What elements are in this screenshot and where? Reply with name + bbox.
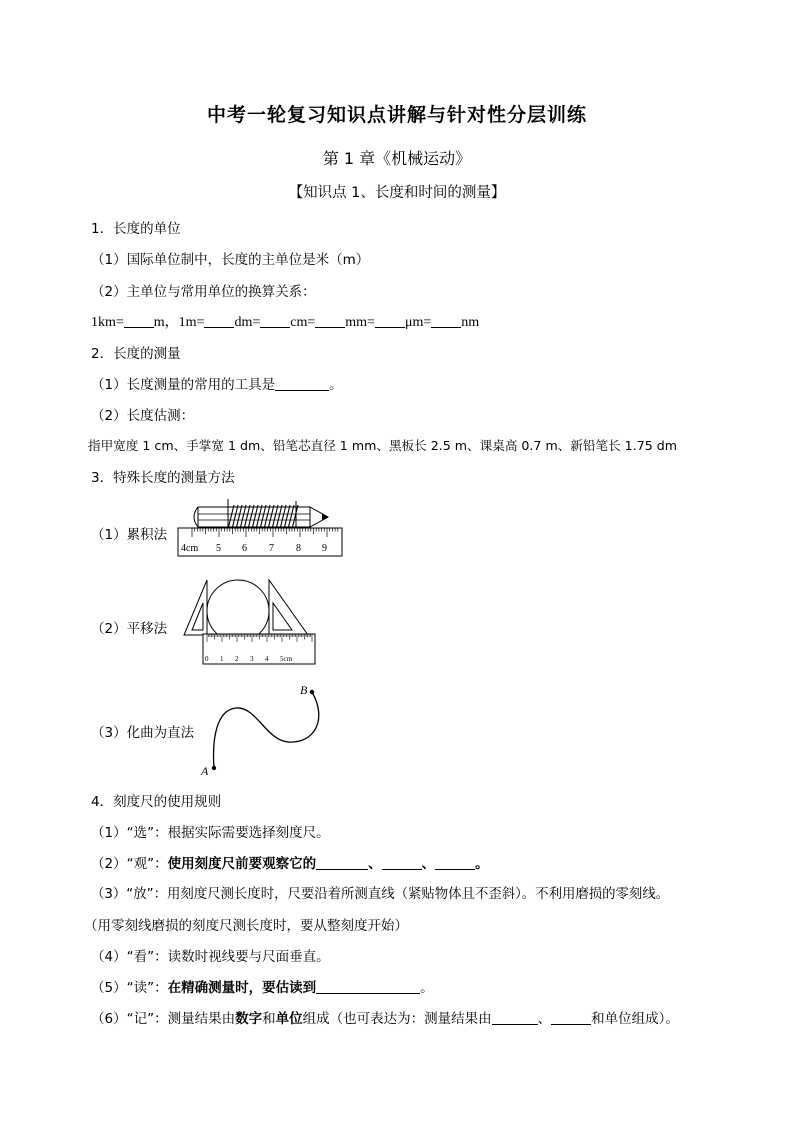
rule-look: （4）“看”：读数时视线要与尺面垂直。 [91, 949, 330, 965]
method-accumulation-label: （1）累积法 [91, 527, 168, 543]
point-a-label: A [201, 764, 209, 778]
section-1-line-2: （2）主单位与常用单位的换算关系： [91, 284, 316, 300]
ruler-1-tick-label: 7 [269, 543, 274, 554]
section-2-heading: 2．长度的测量 [91, 346, 181, 362]
ruler-1-tick-label: 9 [322, 543, 327, 554]
rule-place-note: （用零刻线磨损的刻度尺测长度时，要从整刻度开始） [84, 918, 408, 934]
fill-blank[interactable] [435, 855, 475, 870]
method-translation-label: （2）平移法 [91, 621, 168, 637]
translation-figure [178, 577, 318, 669]
fill-blank[interactable] [124, 313, 154, 328]
knowledge-point-heading: 【知识点 1、长度和时间的测量】 [288, 185, 506, 201]
curve-figure [196, 680, 336, 780]
section-2-line-1: （1）长度测量的常用的工具是 。 [91, 377, 343, 393]
fill-blank[interactable] [316, 855, 368, 870]
section-3-heading: 3．特殊长度的测量方法 [91, 470, 235, 486]
length-estimates: 指甲宽度 1 cm、手掌宽 1 dm、铅笔芯直径 1 mm、黑板长 2.5 m、课桌高 0.7 m、新铅笔长 1.75 dm [88, 438, 677, 453]
rule-select: （1）“选”：根据实际需要选择刻度尺。 [91, 825, 330, 841]
fill-blank[interactable] [316, 979, 420, 994]
rule-observe: （2）“观”：使用刻度尺前要观察它的 、 、 。 [91, 856, 489, 872]
ruler-2-tick-label: 5cm [280, 655, 293, 663]
fill-blank[interactable] [204, 313, 234, 328]
ruler-2-tick-label: 3 [250, 655, 254, 663]
fill-blank[interactable] [275, 376, 329, 391]
document-title: 中考一轮复习知识点讲解与针对性分层训练 [206, 104, 587, 126]
section-1-line-1: （1）国际单位制中，长度的主单位是米（m） [91, 252, 370, 268]
ruler-1-tick-label: 5 [216, 543, 221, 554]
section-1-heading: 1．长度的单位 [91, 221, 181, 237]
fill-blank[interactable] [382, 855, 422, 870]
section-2-line-2: （2）长度估测： [91, 408, 195, 424]
point-b-label: B [300, 683, 308, 697]
fill-blank[interactable] [551, 1010, 591, 1025]
chapter-heading: 第 1 章《机械运动》 [322, 149, 472, 168]
ruler-1-tick-label: 6 [242, 543, 247, 554]
rule-place: （3）“放”：用刻度尺测长度时，尺要沿着所测直线（紧贴物体且不歪斜）。不利用磨损的零刻线。 [91, 887, 670, 902]
ruler-1-tick-label: 8 [296, 543, 301, 554]
fill-blank[interactable] [492, 1010, 538, 1025]
unit-conversion-line: 1km= m，1m= dm= cm= mm= μm= nm [91, 315, 480, 330]
ruler-2-tick-label: 1 [220, 655, 224, 663]
ruler-2-tick-label: 4 [265, 655, 269, 663]
rule-read: （5）“读”：在精确测量时，要估读到 。 [91, 980, 434, 996]
ruler-2-tick-label: 0 [205, 655, 209, 663]
ruler-1-tick-label: 4cm [181, 543, 199, 554]
ruler-2-tick-label: 2 [235, 655, 239, 663]
section-4-heading: 4．刻度尺的使用规则 [91, 794, 222, 810]
rule-record: （6）“记”：测量结果由数字和单位组成（也可表达为：测量结果由 、 和单位组成）。 [91, 1011, 679, 1027]
fill-blank[interactable] [431, 313, 461, 328]
fill-blank[interactable] [375, 313, 405, 328]
accumulation-figure [176, 497, 346, 561]
fill-blank[interactable] [260, 313, 290, 328]
fill-blank[interactable] [315, 313, 345, 328]
method-curve-label: （3）化曲为直法 [91, 725, 195, 741]
